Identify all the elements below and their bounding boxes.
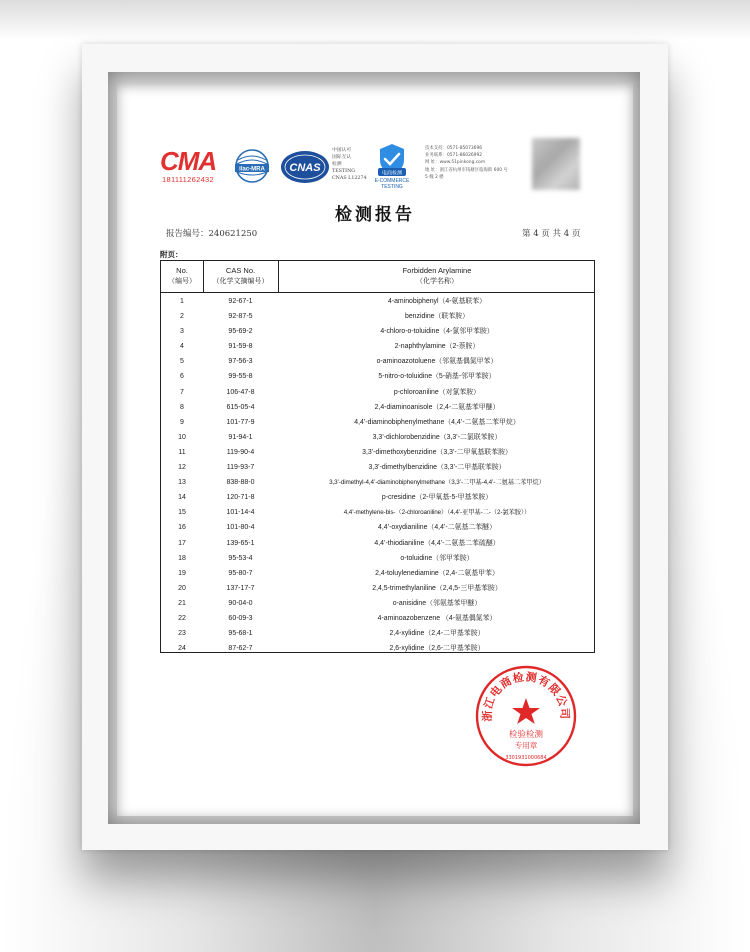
row-number: 18 bbox=[178, 554, 186, 562]
row-cas-number: 97-56-3 bbox=[228, 358, 253, 366]
row-chemical-name: 4,4’-diaminobiphenylmethane（4,4’-二氨基二苯甲烷） bbox=[354, 418, 520, 426]
row-chemical-name: 3,3’-dimethyl-4,4’-diaminobiphenylmethane（3,3’-二甲基-4,4’-二氨基二苯甲烷） bbox=[329, 479, 545, 487]
contact-line: 地 址：浙江省杭州市钱塘区临海街 600 号 bbox=[425, 167, 508, 173]
table-row bbox=[161, 445, 594, 460]
table-row bbox=[161, 354, 594, 369]
row-chemical-name: 3,3’-dimethoxybenzidine（3,3’-二甲氧基联苯胺） bbox=[362, 448, 512, 456]
row-chemical-name: 4-aminobiphenyl（4-氨基联苯） bbox=[387, 298, 487, 305]
seal-ring-text: 浙江电商检测有限公司 bbox=[480, 670, 572, 722]
contact-line: 网 址：www.51pinkong.com bbox=[425, 160, 486, 166]
contact-line: 业务联系：0571-86026992 bbox=[425, 153, 483, 159]
row-number: 21 bbox=[178, 599, 186, 607]
row-cas-number: 99-55-8 bbox=[228, 373, 253, 381]
contact-info bbox=[425, 145, 529, 181]
appendix-label: 附页： bbox=[160, 250, 183, 259]
row-chemical-name: 4-chloro-o-toluidine（4-氯邻甲苯胺） bbox=[380, 328, 494, 336]
row-cas-number: 101-77-9 bbox=[226, 418, 255, 426]
row-chemical-name: 2,6-xylidine（2,6-二甲基苯胺） bbox=[389, 645, 485, 653]
ilac-mra-label: ilac-MRA bbox=[239, 166, 265, 173]
row-number: 7 bbox=[180, 388, 184, 396]
row-number: 23 bbox=[178, 630, 186, 638]
row-chemical-name: 2,4-xylidine（2,4-二甲基苯胺） bbox=[389, 630, 485, 638]
cma-number: 181111262432 bbox=[162, 175, 214, 184]
table-row bbox=[161, 551, 594, 566]
row-cas-number: 91-94-1 bbox=[228, 433, 253, 441]
table-row bbox=[161, 324, 594, 339]
qr-code-blurred bbox=[532, 138, 580, 190]
row-chemical-name: o-anisidine（邻氨基苯甲醚） bbox=[392, 599, 482, 607]
page-info: 第 4 页 共 4 页 bbox=[522, 229, 581, 239]
row-number: 6 bbox=[180, 373, 184, 381]
row-chemical-name: p-chloroaniline（对氯苯胺） bbox=[393, 388, 481, 396]
table-row bbox=[161, 309, 594, 324]
cnas-caption bbox=[332, 147, 372, 182]
row-cas-number: 101-14-4 bbox=[226, 509, 255, 517]
row-chemical-name: 5-nitro-o-toluidine（5-硝基-邻甲苯胺） bbox=[378, 373, 496, 381]
cnas-caption-line: TESTING bbox=[332, 169, 356, 174]
table-row bbox=[161, 641, 594, 656]
row-cas-number: 137-17-7 bbox=[226, 584, 255, 592]
row-number: 16 bbox=[178, 524, 186, 532]
header-no bbox=[161, 265, 203, 287]
row-cas-number: 120-71-8 bbox=[226, 494, 255, 502]
row-number: 5 bbox=[180, 358, 184, 366]
table-row bbox=[161, 369, 594, 384]
arylamine-table bbox=[160, 260, 595, 653]
row-number: 12 bbox=[178, 464, 186, 472]
table-row bbox=[161, 460, 594, 475]
row-cas-number: 139-65-1 bbox=[226, 539, 255, 547]
row-number: 24 bbox=[178, 645, 186, 653]
row-chemical-name: 4,4’-methylene-bis-（2-chloroaniline）（4,4’-亚甲基-二-（2-氯苯胺）） bbox=[343, 509, 531, 517]
row-cas-number: 119-90-4 bbox=[226, 448, 255, 456]
row-cas-number: 95-53-4 bbox=[228, 554, 253, 562]
row-number: 15 bbox=[178, 509, 186, 517]
header-name-sub: （化学名称） bbox=[416, 277, 458, 285]
row-cas-number: 92-87-5 bbox=[228, 313, 253, 321]
background-top-shadow bbox=[0, 0, 750, 40]
table-header bbox=[161, 261, 594, 293]
header-cas-label: CAS No. bbox=[225, 266, 256, 275]
row-number: 9 bbox=[180, 418, 184, 426]
table-row bbox=[161, 626, 594, 641]
row-cas-number: 91-59-8 bbox=[228, 343, 253, 351]
contact-line: 技术支持：0571-85073696 bbox=[425, 146, 483, 151]
header-cas bbox=[203, 265, 278, 287]
row-number: 1 bbox=[180, 298, 184, 305]
row-number: 2 bbox=[180, 313, 184, 321]
cnas-caption-line: 国际互认 bbox=[332, 155, 352, 160]
row-number: 20 bbox=[178, 584, 186, 592]
table-row bbox=[161, 294, 594, 309]
official-seal bbox=[474, 664, 578, 768]
row-chemical-name: 3,3’-dichlorobenzidine（3,3’-二氯联苯胺） bbox=[372, 433, 502, 441]
row-cas-number: 60-09-3 bbox=[228, 614, 253, 622]
table-row bbox=[161, 505, 594, 520]
cnas-caption-line: 中国认可 bbox=[332, 148, 352, 153]
table-row bbox=[161, 611, 594, 626]
table-row bbox=[161, 596, 594, 611]
ecommerce-testing-label: 电商检测 bbox=[381, 170, 403, 177]
table-row bbox=[161, 581, 594, 596]
row-number: 13 bbox=[178, 479, 186, 487]
row-chemical-name: o-toluidine（邻甲苯胺） bbox=[400, 554, 474, 562]
row-cas-number: 106-47-8 bbox=[226, 388, 255, 396]
row-number: 10 bbox=[178, 433, 186, 441]
row-chemical-name: benzidine（联苯胺） bbox=[405, 313, 469, 321]
seal-center-line1: 检验检测 bbox=[508, 730, 544, 740]
ilac-mra-logo bbox=[232, 148, 272, 186]
contact-line: 5 幢 2 楼 bbox=[425, 174, 444, 180]
table-row bbox=[161, 415, 594, 430]
header-name bbox=[278, 265, 596, 287]
row-chemical-name: 2,4-toluylenediamine（2,4-二氨基甲苯） bbox=[375, 569, 499, 577]
row-number: 14 bbox=[178, 494, 186, 502]
table-row bbox=[161, 385, 594, 400]
row-cas-number: 92-67-1 bbox=[228, 298, 253, 305]
report-number: 报告编号：240621250 bbox=[166, 229, 258, 239]
row-chemical-name: 4,4’-thiodianiline（4,4’-二氨基二苯硫醚） bbox=[374, 539, 500, 547]
cnas-caption-line: 检测 bbox=[332, 162, 342, 167]
cnas-logo bbox=[280, 149, 330, 185]
row-cas-number: 838-88-0 bbox=[226, 479, 255, 487]
seal-center-line2: 专用章 bbox=[514, 741, 538, 750]
row-chemical-name: 4,4’-oxydianiline（4,4’-二氨基二苯醚） bbox=[378, 524, 496, 532]
table-row bbox=[161, 475, 594, 490]
row-number: 19 bbox=[178, 569, 186, 577]
row-chemical-name: o-aminoazotoluene（邻氨基偶氮甲苯） bbox=[376, 358, 498, 366]
row-cas-number: 95-80-7 bbox=[228, 569, 253, 577]
header-no-label: No. bbox=[176, 266, 188, 275]
row-cas-number: 119-93-7 bbox=[226, 464, 255, 472]
header-no-sub: （编号） bbox=[168, 277, 196, 285]
cma-logo bbox=[160, 147, 224, 189]
row-cas-number: 95-69-2 bbox=[228, 328, 253, 336]
row-number: 22 bbox=[178, 614, 186, 622]
row-number: 4 bbox=[180, 343, 184, 351]
row-cas-number: 95-68-1 bbox=[228, 630, 253, 638]
row-chemical-name: p-cresidine（2-甲氧基-5-甲基苯胺） bbox=[381, 494, 493, 502]
cma-logo-text: CMA bbox=[160, 146, 217, 176]
row-cas-number: 90-04-0 bbox=[228, 599, 253, 607]
row-number: 17 bbox=[178, 539, 186, 547]
table-row bbox=[161, 430, 594, 445]
row-chemical-name: 2-naphthylamine（2-萘胺） bbox=[394, 343, 480, 351]
row-cas-number: 615-05-4 bbox=[226, 403, 255, 411]
table-row bbox=[161, 490, 594, 505]
row-cas-number: 87-62-7 bbox=[228, 645, 253, 653]
header-cas-sub: （化学文摘编号） bbox=[212, 277, 269, 285]
cnas-label: CNAS bbox=[289, 162, 321, 174]
table-row bbox=[161, 400, 594, 415]
table-row bbox=[161, 566, 594, 581]
row-number: 11 bbox=[178, 448, 186, 456]
row-number: 3 bbox=[180, 328, 184, 336]
header-name-label: Forbidden Arylamine bbox=[402, 266, 472, 275]
table-row bbox=[161, 536, 594, 551]
table-row bbox=[161, 520, 594, 535]
row-number: 8 bbox=[180, 403, 184, 411]
table-row bbox=[161, 339, 594, 354]
table-body bbox=[161, 294, 594, 656]
row-chemical-name: 4-aminoazobenzene （4-氨基偶氮苯） bbox=[377, 614, 497, 622]
row-chemical-name: 2,4-diaminoanisole（2,4-二氨基苯甲醚） bbox=[374, 403, 500, 411]
row-cas-number: 101-80-4 bbox=[226, 524, 255, 532]
cnas-caption-line: CNAS L12274 bbox=[332, 176, 367, 181]
report-title: 检测报告 bbox=[335, 205, 415, 225]
seal-number: 3301931000684 bbox=[505, 755, 547, 761]
row-chemical-name: 3,3’-dimethylbenzidine（3,3’-二甲基联苯胺） bbox=[368, 464, 506, 472]
row-chemical-name: 2,4,5-trimethylaniline（2,4,5-三甲基苯胺） bbox=[372, 584, 502, 592]
ecommerce-testing-sub: E-COMMERCE TESTING bbox=[374, 178, 410, 190]
